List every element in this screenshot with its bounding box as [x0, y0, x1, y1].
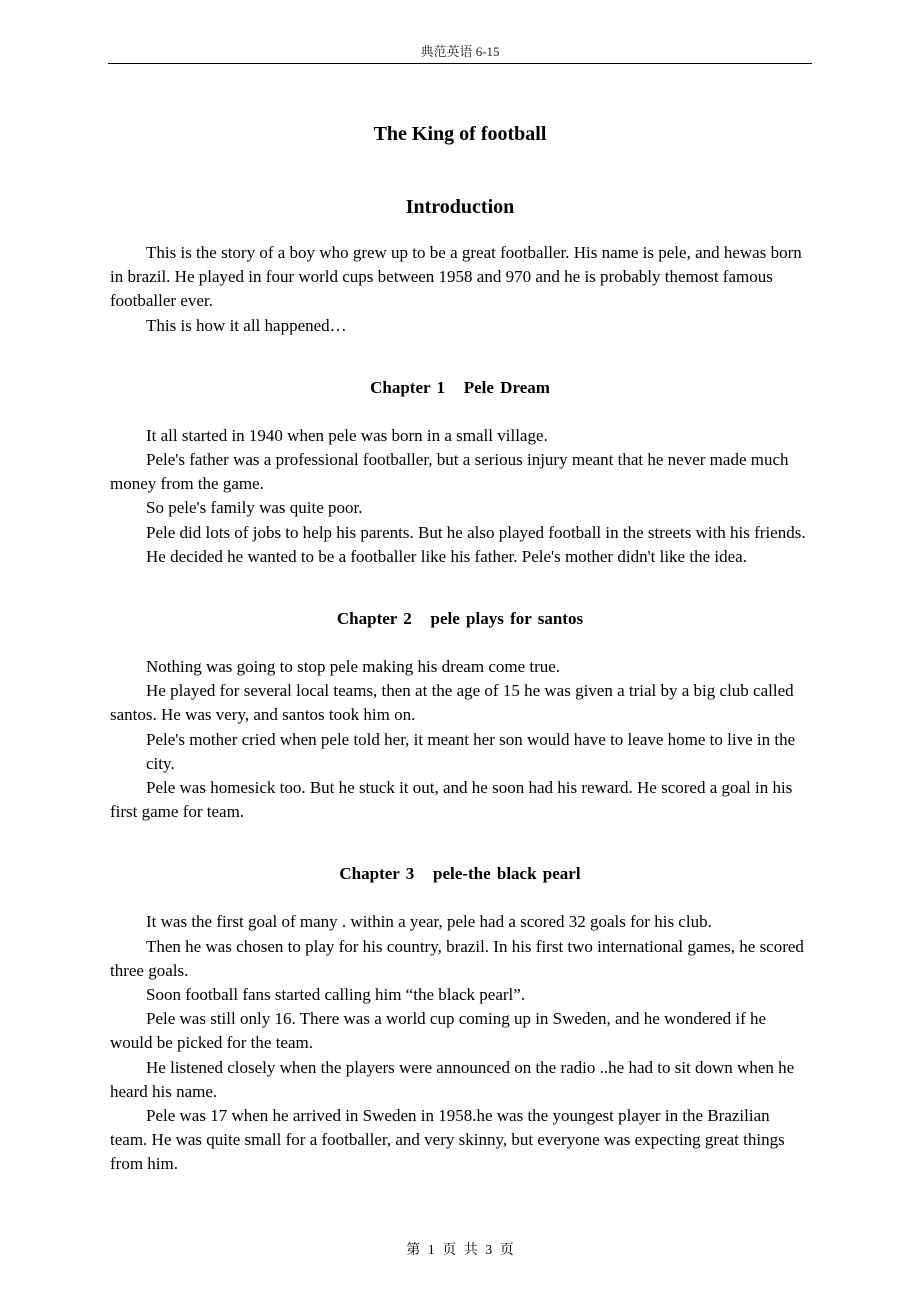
header-divider: [108, 63, 812, 64]
chapter-1-section: [110, 376, 810, 569]
paragraph: This is how it all happened…: [146, 315, 347, 335]
paragraph: Pele did lots of jobs to help his parents. But he also played football in the streets with his friends.: [146, 522, 806, 542]
paragraph: Then he was chosen to play for his country, brazil. In his first two international games, he scored three goals.: [110, 936, 804, 980]
paragraph: This is the story of a boy who grew up to be a great footballer. His name is pele, and hewas born in brazil. He played in four world cups between 1958 and 970 and he is probably themost famous footballer ever.: [110, 243, 802, 311]
chapter-2-section: [110, 607, 810, 824]
chapter-1-title: Chapter 1 Pele Dream: [370, 377, 550, 397]
paragraph: It all started in 1940 when pele was born in a small village.: [146, 425, 548, 445]
paragraph: He listened closely when the players were announced on the radio ..he had to sit down when he heard his name.: [110, 1057, 795, 1101]
paragraph: Pele's father was a professional footballer, but a serious injury meant that he never made much money from the game.: [110, 450, 789, 494]
paragraph: It was the first goal of many . within a year, pele had a scored 32 goals for his club.: [146, 912, 712, 932]
chapter-3-title: Chapter 3 pele-the black pearl: [339, 864, 581, 884]
page-number-footer: 第 1 页 共 3 页: [406, 1243, 514, 1258]
paragraph: He decided he wanted to be a footballer like his father. Pele's mother didn't like the idea.: [146, 546, 747, 566]
paragraph: Nothing was going to stop pele making his dream come true.: [146, 657, 561, 677]
chapter-2-title: Chapter 2 pele plays for santos: [336, 609, 584, 629]
paragraph: Pele was still only 16. There was a world cup coming up in Sweden, and he wondered if he would be picked for the team.: [110, 1009, 767, 1053]
paragraph: Pele was homesick too. But he stuck it out, and he soon had his reward. He scored a goal in his first game for team.: [110, 778, 793, 822]
chapter-3-section: [110, 862, 810, 1176]
introduction-heading: Introduction: [405, 196, 515, 218]
document-body: [110, 120, 810, 1177]
paragraph: So pele's family was quite poor.: [146, 498, 363, 518]
paragraph: He played for several local teams, then at the age of 15 he was given a trial by a big club called santos. He was very, and santos took him on.: [110, 681, 794, 725]
paragraph: Soon football fans started calling him “the black pearl”.: [146, 985, 526, 1005]
paragraph: Pele's mother cried when pele told her, it meant her son would have to leave home to live in the city.: [146, 729, 796, 773]
introduction-section: [110, 241, 810, 338]
document-title: The King of football: [373, 123, 547, 145]
running-header: 典范英语 6-15: [420, 44, 500, 59]
paragraph: Pele was 17 when he arrived in Sweden in 1958.he was the youngest player in the Brazilian team. He was quite small for a footballer, and very skinny, but everyone was expecting great things from him.: [110, 1106, 785, 1174]
